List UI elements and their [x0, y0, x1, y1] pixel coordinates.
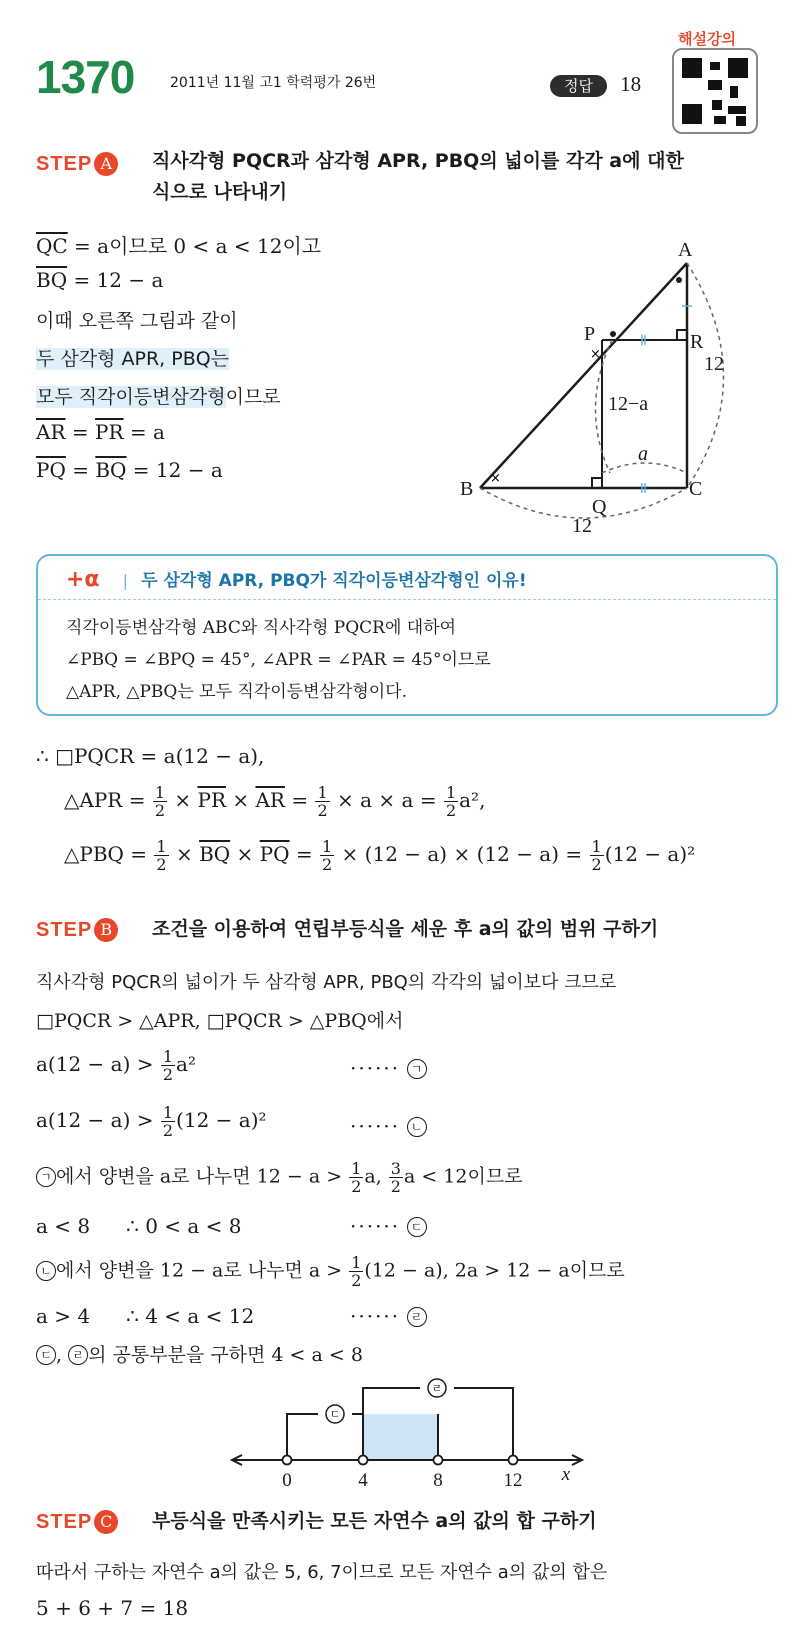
step-b-tag: STEP — [36, 919, 93, 941]
answer-value: 18 — [620, 72, 642, 96]
tick-8-point — [434, 1456, 443, 1465]
step-a-title-line2: 식으로 나타내기 — [152, 181, 288, 203]
circled-nieun: ㄴ — [407, 1117, 427, 1137]
plus-alpha-icon: +α — [66, 567, 100, 592]
step-a-title — [152, 146, 684, 208]
step-c-line-1: 따라서 구하는 자연수 a의 값은 5, 6, 7이므로 모든 자연수 a의 값의 합은 — [36, 1562, 608, 1583]
divide-line-2: ㄴ 에서 양변을 12 − a로 나누면 a > $\frac{1}{2}$ (12 − a), 2a > 12 − a이므로 — [36, 1254, 625, 1289]
step-a-eq-2: $\overline{PQ} = \overline{BQ} = 12 - a$ — [36, 458, 223, 482]
inequality-2: a(12 − a) > $\frac{1}{2}$ (12 − a)² — [36, 1103, 267, 1140]
step-a-line-1: $\overline{QC} = a$이므로 0 < a < 12이고 — [36, 234, 322, 258]
step-c-line-2: 5 + 6 + 7 = 18 — [36, 1596, 189, 1620]
tick-label-4: 4 — [358, 1470, 368, 1491]
number-line — [230, 1374, 610, 1494]
circled-digeut: ㄷ — [407, 1217, 427, 1237]
step-c-tag: STEP — [36, 1511, 93, 1533]
angle-b-mark: × — [490, 471, 501, 486]
side-a-label: a — [638, 443, 648, 465]
problem-source: 2011년 11월 고1 학력평가 26번 — [170, 75, 377, 91]
circled-rieul: ㄹ — [407, 1307, 427, 1327]
step-a-line-5: 모두 직각이등변삼각형이므로 — [36, 386, 281, 408]
qr-label: 해설강의 — [678, 30, 736, 48]
tick-label-0: 0 — [282, 1470, 292, 1491]
note-line-3: △APR, △PBQ는 모두 직각이등변삼각형이다. — [66, 682, 408, 702]
area-line-1: ∴ □PQCR = a(12 − a), — [36, 744, 265, 768]
step-a-title-line1: 직사각형 PQCR과 삼각형 APR, PBQ의 넓이를 각각 a에 대한 — [152, 150, 684, 172]
vertex-b-label: B — [460, 478, 474, 500]
tick-4-point — [359, 1456, 368, 1465]
note-box — [36, 554, 778, 716]
divide-line-1: ㄱ 에서 양변을 a로 나누면 12 − a > $\frac{1}{2}$ a, $\frac{3}{2}$ a < 12이므로 — [36, 1160, 523, 1195]
step-c-heading — [36, 1510, 118, 1534]
step-a-letter: A — [94, 152, 118, 176]
result-2: a > 4 ∴ 4 < a < 12 — [36, 1304, 255, 1328]
axis-label-x: x — [561, 1464, 571, 1485]
area-line-2: △APR = $\frac{1}{2}$ × $\overline{PR} \times \overline{AR}$ = $\frac{1}{2}$ × a × a = $\frac{1}{2}$ a², — [64, 783, 486, 820]
note-line-2: ∠PBQ = ∠BPQ = 45°, ∠APR = ∠PAR = 45°이므로 — [66, 650, 491, 670]
common-part-line: ㄷ , ㄹ 의 공통부분을 구하면 4 < a < 8 — [36, 1340, 363, 1367]
step-a-eq-1: $\overline{AR} = \overline{PR} = a$ — [36, 420, 165, 444]
marker-1-row: ······ ㄱ — [350, 1056, 427, 1080]
step-a-line-4: 두 삼각형 APR, PBQ는 — [36, 348, 230, 370]
step-c-letter: C — [94, 1510, 118, 1534]
step-b-intro-1: 직사각형 PQCR의 넓이가 두 삼각형 APR, PBQ의 각각의 넓이보다 크므로 — [36, 972, 617, 993]
inequality-1: a(12 − a) > $\frac{1}{2}$ a² — [36, 1047, 196, 1084]
tick-label-12: 12 — [503, 1470, 523, 1491]
side-12-minus-a-label: 12−a — [608, 393, 649, 415]
answer-badge: 정답 — [550, 75, 607, 97]
step-a-line-2: $\overline{BQ} = 12 - a$ — [36, 268, 164, 292]
circled-giyeok: ㄱ — [407, 1059, 427, 1079]
vertex-c-label: C — [689, 478, 703, 500]
vertex-p-label: P — [584, 323, 596, 345]
shaded-range — [363, 1414, 438, 1460]
tick-12-point — [509, 1456, 518, 1465]
marker-4-row: ······ ㄹ — [350, 1304, 427, 1328]
step-b-intro-2: □PQCR > △APR, □PQCR > △PBQ에서 — [36, 1010, 404, 1032]
problem-number: 1370 — [36, 51, 135, 103]
note-line-1: 직각이등변삼각형 ABC와 직사각형 PQCR에 대하여 — [66, 618, 457, 638]
step-c-title: 부등식을 만족시키는 모든 자연수 a의 값의 합 구하기 — [152, 1510, 597, 1532]
range-marker-digeut: ㄷ — [329, 1408, 341, 1421]
vertex-q-label: Q — [592, 496, 607, 518]
result-1: a < 8 ∴ 0 < a < 8 — [36, 1214, 242, 1238]
step-a-line-3: 이때 오른쪽 그림과 같이 — [36, 310, 238, 332]
marker-3-row: ······ ㄷ — [350, 1214, 427, 1238]
step-a-tag: STEP — [36, 153, 93, 175]
qr-code-icon[interactable] — [672, 48, 758, 134]
vertex-a-label: A — [678, 239, 693, 261]
side-12-bottom-label: 12 — [572, 515, 592, 537]
step-b-letter: B — [94, 918, 118, 942]
triangle-figure — [460, 228, 770, 538]
range-marker-rieul: ㄹ — [431, 1382, 443, 1395]
side-12-right-label: 12 — [704, 353, 724, 375]
tick-0-point — [283, 1456, 292, 1465]
angle-p-mark: × — [590, 347, 601, 362]
vertex-r-label: R — [690, 331, 704, 353]
note-bar: | — [122, 571, 129, 590]
tick-label-8: 8 — [433, 1470, 443, 1491]
step-a-heading — [36, 152, 118, 176]
answer-area — [550, 72, 641, 97]
note-title: 두 삼각형 APR, PBQ가 직각이등변삼각형인 이유! — [141, 571, 527, 591]
marker-2-row: ······ ㄴ — [350, 1114, 427, 1138]
step-b-heading — [36, 918, 118, 942]
step-b-title: 조건을 이용하여 연립부등식을 세운 후 a의 값의 범위 구하기 — [152, 918, 659, 940]
area-line-3: △PBQ = $\frac{1}{2}$ × $\overline{BQ} \times \overline{PQ}$ = $\frac{1}{2}$ × (12 − a) × (12 − a) = $\frac{1}{2}$ (12 − a)² — [64, 837, 696, 874]
